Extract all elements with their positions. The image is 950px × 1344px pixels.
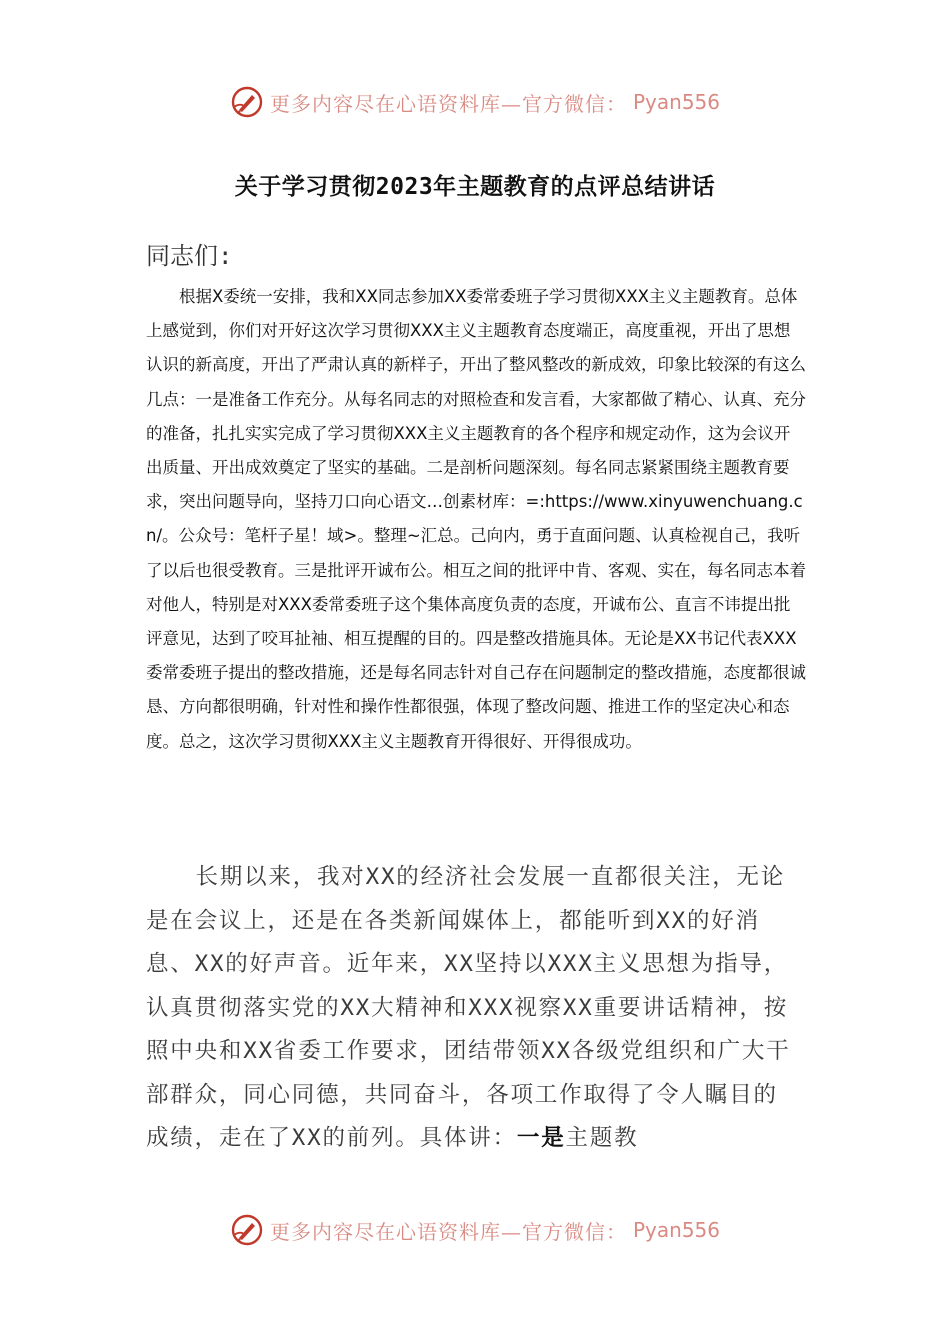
pen-logo-icon — [230, 1213, 264, 1247]
header-banner-content — [230, 85, 720, 119]
body-paragraph-2-tail: 主题教 — [565, 1125, 639, 1151]
pen-logo-icon — [230, 85, 264, 119]
document-title: 关于学习贯彻2023年主题教育的点评总结讲话 — [234, 174, 716, 200]
banner-text: 更多内容尽在心语资料库—官方微信： — [269, 91, 627, 116]
body-paragraph-2-text: 长期以来，我对XX的经济社会发展一直都很关注，无论是在会议上，还是在各类新闻媒体上，都能听到XX的好消息、XX的好声音。近年来，XX坚持以XXX主义思想为指导，认真贯彻落实党的XX大精神和XXX视察XX重要讲话精神，按照中央和XX省委工作要求，团结带领XX各级党组织和广大干部群众，同心同德，共同奋斗，各项工作取得了令人瞩目的成绩，走在了XX的前列。具体讲： — [146, 864, 791, 1151]
body-paragraph-1: 根据X委统一安排，我和XX同志参加XX委常委班子学习贯彻XXX主义主题教育。总体上感觉到，你们对开好这次学习贯彻XXX主义主题教育态度端正，高度重视，开出了思想认识的新高度，开出了严肃认真的新样子，开出了整风整改的新成效，印象比较深的有这么几点：一是准备工作充分。从每名同志的对照检查和发言看，大家都做了精心、认真、充分的准备，扎扎实实完成了学习贯彻XXX主义主题教育的各个程序和规定动作，这为会议开出质量、开出成效奠定了坚实的基础。二是剖析问题深刻。每名同志紧紧围绕主题教育要求，突出问题导向，坚持刀口向心语文…创素材库：=:https://www.xinyuwenchuang.cn/。公众号：笔杆子星！域>。整理~汇总。己向内，勇于直面问题、认真检视自己，我听了以后也很受教育。三是批评开诚布公。相互之间的批评中肯、客观、实在，每名同志本着对他人，特别是对XXX委常委班子这个集体高度负责的态度，开诚布公、直言不讳提出批评意见，达到了咬耳扯袖、相互提醒的目的。四是整改措施具体。无论是XX书记代表XXX委常委班子提出的整改措施，还是每名同志针对自己存在问题制定的整改措施，态度都很诚恳、方向都很明确，针对性和操作性都很强，体现了整改问题、推进工作的坚定决心和态度。总之，这次学习贯彻XXX主义主题教育开得很好、开得很成功。 — [146, 287, 806, 751]
banner-wechat-handle: Pyan556 — [632, 1218, 720, 1242]
footer-banner-content — [230, 1213, 720, 1247]
body-paragraph-2-bold: 一是 — [516, 1125, 566, 1151]
header-banner — [0, 82, 950, 122]
salutation: 同志们: — [146, 242, 233, 270]
banner-wechat-handle: Pyan556 — [632, 90, 720, 114]
body-paragraph-2 — [146, 856, 802, 1161]
banner-text: 更多内容尽在心语资料库—官方微信： — [269, 1219, 627, 1244]
footer-banner — [0, 1210, 950, 1250]
